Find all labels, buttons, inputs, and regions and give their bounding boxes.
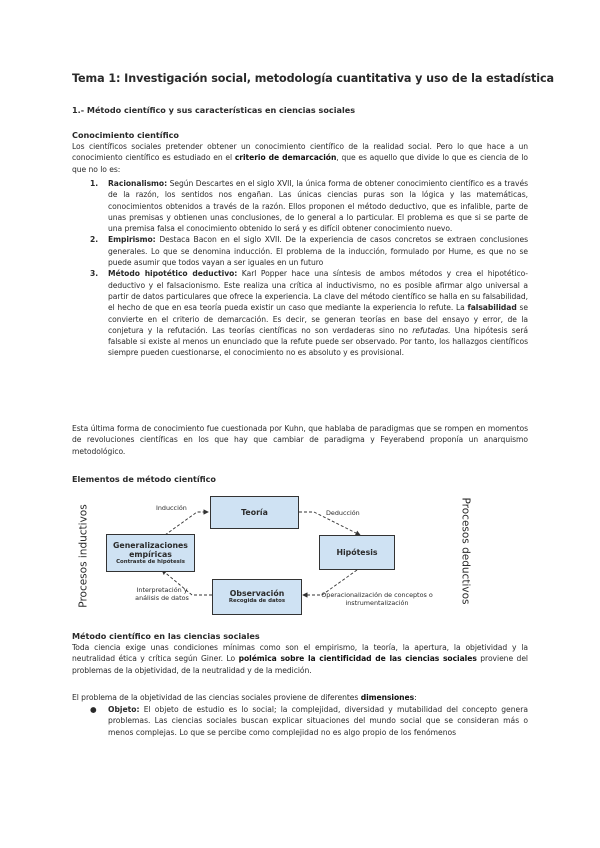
list-item-racionalismo: 1. Racionalismo: Según Descartes en el siglo XVII, la única forma de obtener conocimiento científico es a través de la razón, los sentidos nos engañan. Las únicas ciencias puras son la lógica y las matemáticas, conocimientos obtenidos a través de la razón. Ellos proponen el método deductivo, que es infalible, parte de unas premisas y obtienen unas conclusiones, de lo general a lo particular. El problema es que si se parte de una premisa falsa el conocimiento obtenido lo será y es difícil obtener conocimiento nuevo. [90, 179, 528, 234]
label-operacionalizacion: Operacionalización de conceptos o instrumentalización [321, 591, 433, 607]
conocimiento-intro: Los científicos sociales pretender obtener un conocimiento científico de la realidad social. Pero lo que hace a un conocimiento científico es estudiado en el criterio de demarcación, que es aquello que divide lo que es ciencia de lo que no lo es: [72, 142, 528, 174]
box-observacion: Observación Recogida de datos [212, 579, 302, 615]
label-procesos-inductivos: Procesos inductivos [77, 504, 90, 608]
arrow-induccion [165, 512, 208, 535]
section-heading: 1.- Método científico y sus características en ciencias sociales [72, 105, 356, 115]
list-item-empirismo: 2. Empirismo: Destaca Bacon en el siglo XVII. De la experiencia de casos concretos se extraen conclusiones generales. Lo que se denomina inducción. El problema de la inducción, formulado por Hume, es que no se puede asumir que todos vayan a ser iguales en un futuro [90, 235, 528, 268]
kuhn-paragraph: Esta última forma de conocimiento fue cuestionada por Kuhn, que hablaba de paradigmas que se rompen en momentos de revoluciones científicas en los que hay que cambiar de paradigma y Feyerabend proponía un anarquismo metodológico. [72, 424, 528, 456]
label-interpretacion: Interpretación y análisis de datos [135, 586, 189, 602]
label-deduccion: Deducción [326, 509, 360, 517]
metodo-paragraph-2: El problema de la objetividad de las ciencias sociales proviene de diferentes dimensiones: [72, 693, 417, 702]
list-item-hipotetico-deductivo: 3. Método hipotético deductivo: Karl Popper hace una síntesis de ambos métodos y crea el hipotético-deductivo y el falsacionismo. Este realiza una crítica al inductivismo, no es posible afirmar algo universal a partir de datos particulares que ofrece la experiencia. La clave del método científico se halla en su falsabilidad, el hecho de que en esa teoría pueda existir un caso que mediante la experiencia lo refute. La falsabilidad se convierte en el criterio de demarcación. Es decir, se generan teorías en base del ensayo y error, de la conjetura y la refutación. Las teorías científicas no son verdaderas sino no refutadas. Una hipótesis será falsable si existe al menos un enunciado que la refute puede ser observado. Por tanto, los hallazgos científicos siempre pueden cuestionarse, el conocimiento no es absoluto y es provisional. [90, 269, 528, 358]
scientific-method-diagram [72, 490, 528, 620]
document-title: Tema 1: Investigación social, metodología cuantitativa y uso de la estadística [72, 72, 555, 85]
label-induccion: Inducción [156, 504, 187, 512]
elementos-heading: Elementos de método científico [72, 474, 216, 484]
metodo-paragraph-1: Toda ciencia exige unas condiciones mínimas como son el empirismo, la teoría, la apertura, la objetividad y la neutralidad ética y crítica según Giner. Lo polémica sobre la cientificidad de las ciencias sociales proviene del problemas de la objetividad, de la neutralidad y de la medición. [72, 643, 528, 675]
metodo-heading: Método científico en las ciencias sociales [72, 631, 260, 641]
box-generalizaciones: Generalizaciones empíricas Contraste de hipótesis [106, 534, 195, 572]
box-hipotesis: Hipótesis [319, 535, 395, 570]
dimensiones-list [72, 704, 528, 738]
label-procesos-deductivos: Procesos deductivos [459, 497, 472, 605]
conocimiento-heading: Conocimiento científico [72, 130, 179, 140]
bullet-objeto: ● Objeto: El objeto de estudio es lo social; la complejidad, diversidad y mutabilidad del concepto genera problemas. Las ciencias sociales buscan explicar situaciones del mundo social que se consideran más o menos complejas. Lo que se percibe como complejidad no es algo propio de los fenómenos [90, 705, 528, 737]
box-teoria: Teoría [210, 496, 299, 529]
criteria-list [72, 178, 528, 359]
